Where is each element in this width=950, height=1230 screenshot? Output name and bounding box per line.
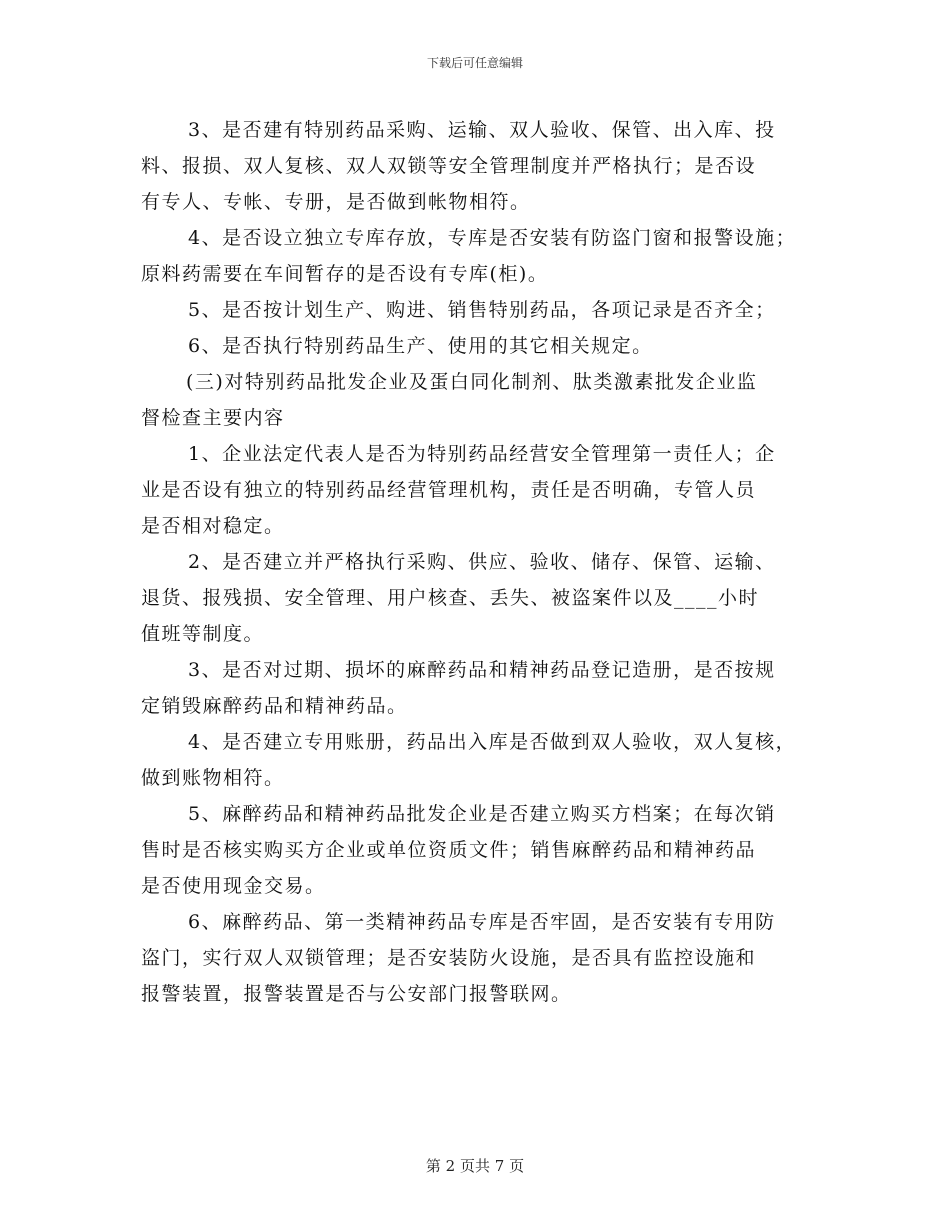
text-line: 原料药需要在车间暂存的是否设有专库(柜)。 <box>141 263 549 285</box>
text-line: 3、是否对过期、损坏的麻醉药品和精神药品登记造册，是否按规 <box>188 659 776 681</box>
text-line: 6、是否执行特别药品生产、使用的其它相关规定。 <box>188 335 653 357</box>
paragraph <box>141 904 821 1012</box>
text-line: 5、麻醉药品和精神药品批发企业是否建立购买方档案；在每次销 <box>188 803 776 825</box>
document-body <box>141 112 821 1012</box>
text-line: 是否使用现金交易。 <box>141 875 326 897</box>
text-line: 4、是否设立独立专库存放，专库是否安装有防盗门窗和报警设施； <box>188 227 797 249</box>
section-heading <box>141 364 821 436</box>
text-line: 售时是否核实购买方企业或单位资质文件；销售麻醉药品和精神药品 <box>141 839 757 861</box>
text-line: 退货、报残损、安全管理、用户核查、丢失、被盗案件以及____小时 <box>141 587 760 609</box>
text-line: (三)对特别药品批发企业及蛋白同化制剂、肽类激素批发企业监 <box>186 371 758 393</box>
text-line: 盗门，实行双人双锁管理；是否安装防火设施，是否具有监控设施和 <box>141 947 757 969</box>
text-line: 做到账物相符。 <box>141 767 285 789</box>
paragraph <box>141 436 821 544</box>
text-line: 1、企业法定代表人是否为特别药品经营安全管理第一责任人；企 <box>188 443 776 465</box>
text-line: 是否相对稳定。 <box>141 515 285 537</box>
text-line: 报警装置，报警装置是否与公安部门报警联网。 <box>141 983 572 1005</box>
text-line: 6、麻醉药品、第一类精神药品专库是否牢固，是否安装有专用防 <box>188 911 776 933</box>
text-line: 督检查主要内容 <box>141 407 285 429</box>
text-line: 5、是否按计划生产、购进、销售特别药品，各项记录是否齐全； <box>188 299 776 321</box>
paragraph <box>141 292 821 328</box>
paragraph <box>141 796 821 904</box>
page-number-footer: 第 2 页共 7 页 <box>425 1157 525 1175</box>
text-line: 料、报损、双人复核、双人双锁等安全管理制度并严格执行；是否设 <box>141 155 757 177</box>
text-line: 定销毁麻醉药品和精神药品。 <box>141 695 408 717</box>
paragraph <box>141 652 821 724</box>
paragraph <box>141 544 821 652</box>
paragraph <box>141 724 821 796</box>
text-line: 4、是否建立专用账册，药品出入库是否做到双人验收，双人复核， <box>188 731 797 753</box>
text-line: 值班等制度。 <box>141 623 265 645</box>
text-line: 2、是否建立并严格执行采购、供应、验收、储存、保管、运输、 <box>188 551 776 573</box>
page-header: 下载后可任意编辑 <box>426 56 523 70</box>
paragraph <box>141 112 821 220</box>
paragraph <box>141 220 821 292</box>
text-line: 有专人、专帐、专册，是否做到帐物相符。 <box>141 191 531 213</box>
text-line: 3、是否建有特别药品采购、运输、双人验收、保管、出入库、投 <box>188 119 776 141</box>
paragraph <box>141 328 821 364</box>
text-line: 业是否设有独立的特别药品经营管理机构，责任是否明确，专管人员 <box>141 479 757 501</box>
